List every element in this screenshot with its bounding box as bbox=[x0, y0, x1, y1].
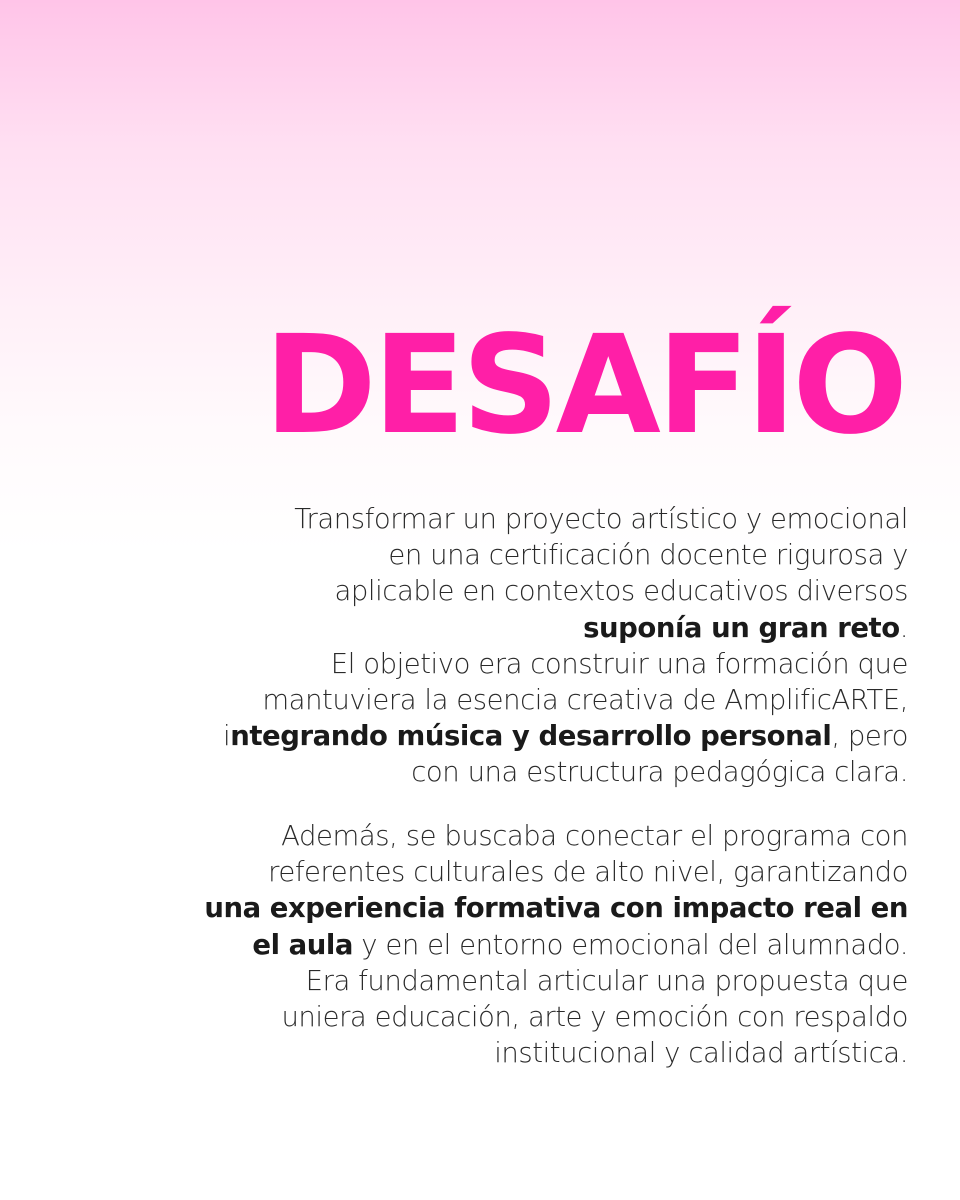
text-line bbox=[148, 890, 908, 926]
highlight-text: suponía un gran reto bbox=[583, 611, 900, 644]
highlight-text: una experiencia formativa con impacto real en bbox=[204, 892, 908, 925]
text-line: Además, se buscaba conectar el programa con bbox=[281, 820, 908, 852]
slide-title: DESAFÍO bbox=[263, 307, 904, 465]
highlight-text: el aula bbox=[252, 928, 353, 961]
text-fragment: . bbox=[899, 611, 908, 644]
text-line: uniera educación, arte y emoción con respaldo bbox=[281, 1001, 908, 1034]
text-fragment: y en el entorno emocional del alumnado. bbox=[353, 928, 908, 961]
text-line: institucional y calidad artística. bbox=[494, 1037, 908, 1070]
text-line bbox=[148, 610, 908, 646]
paragraph-challenge bbox=[148, 501, 908, 791]
text-line: mantuviera la esencia creativa de AmplificARTE, bbox=[262, 684, 908, 717]
text-line bbox=[148, 718, 908, 754]
text-line: referentes culturales de alto nivel, garantizando bbox=[268, 856, 908, 889]
highlight-text: ntegrando música y desarrollo personal bbox=[230, 720, 832, 753]
text-line: en una certificación docente rigurosa y bbox=[388, 539, 908, 572]
text-fragment: i bbox=[223, 720, 231, 753]
text-line: Era fundamental articular una propuesta que bbox=[305, 964, 908, 997]
text-line bbox=[148, 927, 908, 963]
text-line: Transformar un proyecto artístico y emocional bbox=[294, 503, 908, 535]
text-fragment: , pero bbox=[831, 720, 908, 753]
text-line: con una estructura pedagógica clara. bbox=[411, 756, 908, 789]
text-line: aplicable en contextos educativos diversos bbox=[334, 575, 908, 608]
text-line: El objetivo era construir una formación que bbox=[330, 647, 908, 680]
paragraph-goals bbox=[148, 818, 908, 1071]
